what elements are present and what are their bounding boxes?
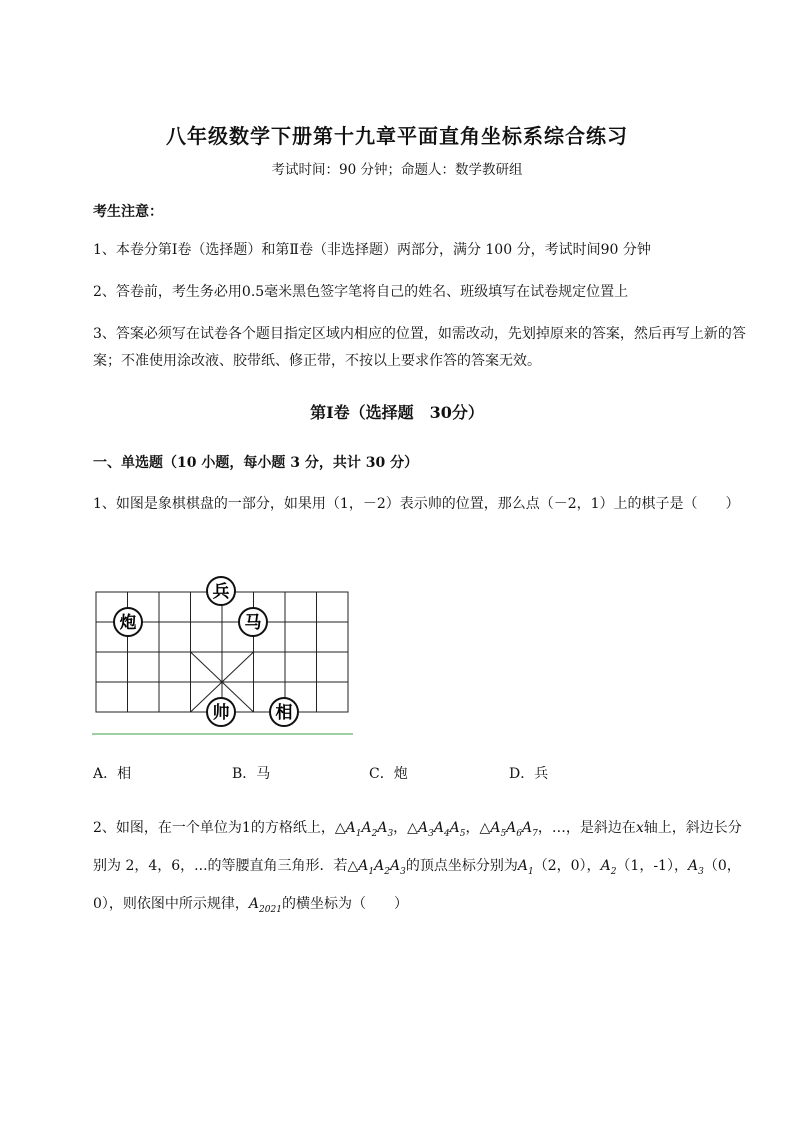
notice-title: 考生注意：: [93, 204, 163, 220]
piece-shuai: [207, 698, 235, 726]
notice-item-1: 1、本卷分第Ⅰ卷（选择题）和第Ⅱ卷（非选择题）两部分，满分 100 分，考试时间90 分钟: [93, 242, 651, 258]
notice-item-3: 3、答案必须写在试卷各个题目指定区域内相应的位置，如需改动，先划掉原来的答案，然后再写上新的答案；不准使用涂改液、胶带纸、修正带，不按以上要求作答的答案无效。: [93, 326, 746, 369]
piece-ma-label: 马: [244, 613, 262, 633]
piece-bing: [207, 577, 235, 605]
piece-pao: [114, 608, 142, 636]
piece-xiang: [270, 698, 298, 726]
option-d[interactable]: D．兵: [509, 766, 549, 782]
question-1-text: 1、如图是象棋棋盘的一部分，如果用（1，－2）表示帅的位置，那么点（－2，1）上的棋子是（ ）: [93, 496, 740, 512]
piece-pao-label: 炮: [119, 613, 137, 633]
exam-info: 考试时间：90 分钟；命题人：数学教研组: [271, 162, 523, 178]
page-title: 八年级数学下册第十九章平面直角坐标系综合练习: [166, 124, 628, 148]
piece-ma: [239, 608, 267, 636]
question-2-text: 2、如图，在一个单位为1的方格纸上，$\triangle A_1A_2A_3$，$\triangle A_3A_4A_5$，$\triangle A_5A_6A_7$，…，是斜边在x轴上，斜边长分别为 2，4，6，...的等腰直角三角形．若$\triangle A_1A_2A_3$的顶点坐标分别为$A_1(2$，0），$A_2(1$，-1），$A_3(0$，0），则依图中所示规律，$A_{2021}$的横坐标为（ ）: [93, 820, 742, 915]
piece-bing-label: 兵: [212, 582, 230, 602]
section-title: 第Ⅰ卷（选择题 30分）: [310, 403, 484, 422]
section-subtitle: 一、单选题（10 小题，每小题 3 分，共计 30 分）: [93, 455, 419, 471]
chess-board-figure: [92, 572, 356, 740]
notice-item-2: 2、答卷前，考生务必用0.5毫米黑色签字笔将自己的姓名、班级填写在试卷规定位置上: [93, 284, 629, 300]
piece-xiang-label: 相: [275, 703, 293, 723]
option-b[interactable]: B．马: [232, 766, 271, 782]
piece-shuai-label: 帅: [212, 703, 230, 723]
option-c[interactable]: C．炮: [369, 766, 408, 782]
option-a[interactable]: A．相: [93, 766, 132, 782]
